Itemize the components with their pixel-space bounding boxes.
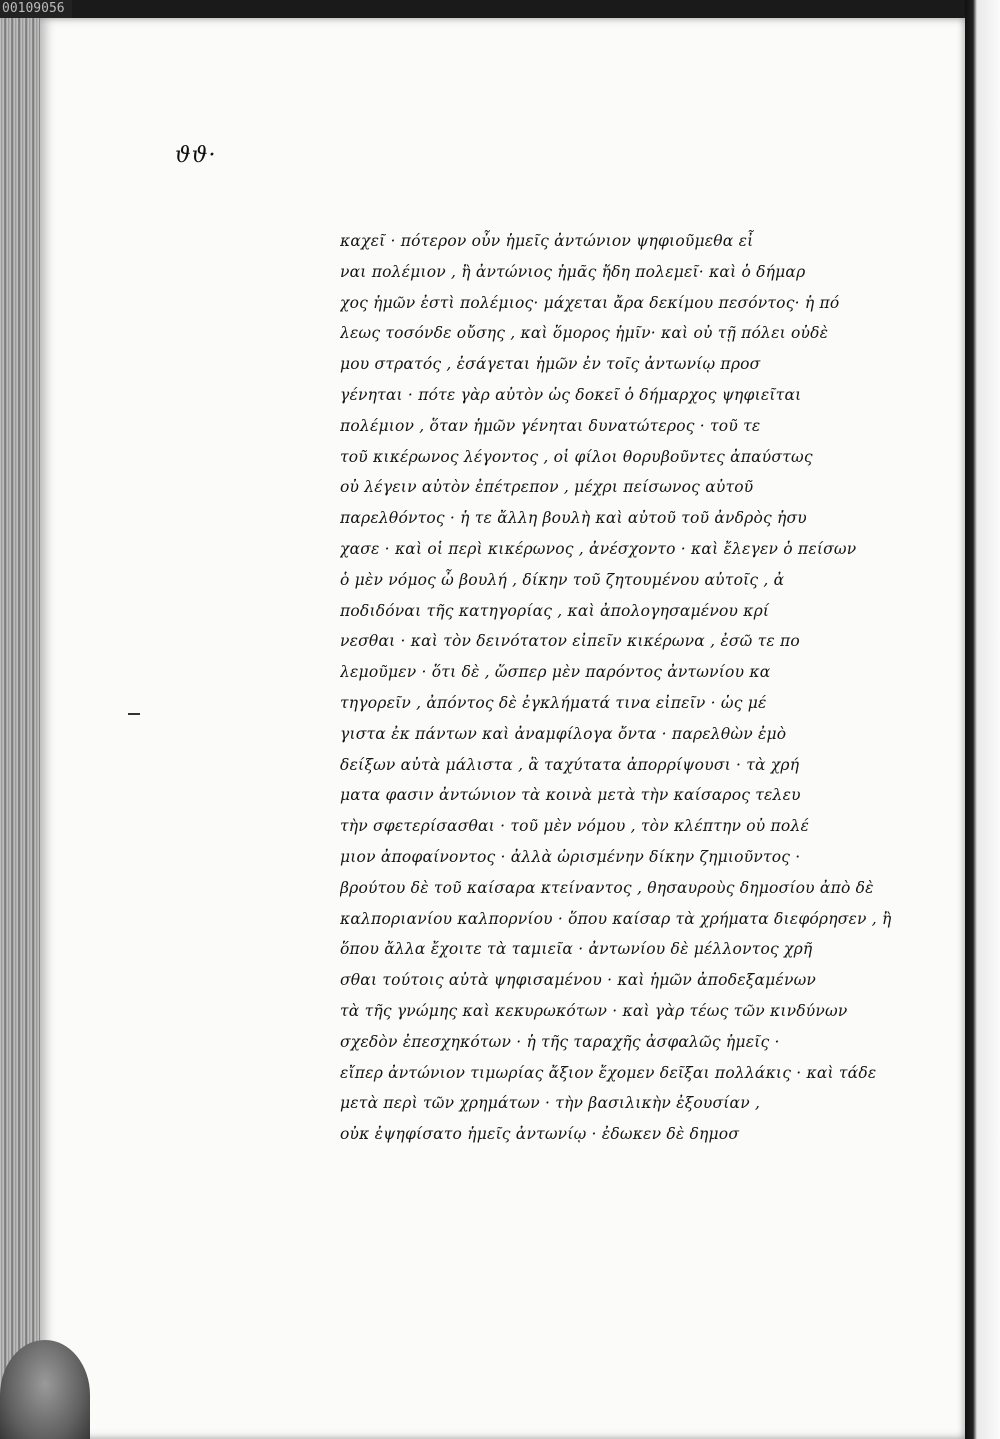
text-line: ματα φασιν ἀντώνιον τὰ κοινὰ μετὰ τὴν καίσαρος τελευ bbox=[340, 786, 801, 805]
text-line: λεμοῦμεν · ὅτι δὲ , ὥσπερ μὲν παρόντος ἀντωνίου κα bbox=[340, 663, 771, 682]
margin-mark bbox=[128, 713, 140, 715]
text-line: τὴν σφετερίσασθαι · τοῦ μὲν νόμου , τὸν κλέπτην οὐ πολέ bbox=[340, 817, 809, 836]
text-line: ὅπου ἄλλα ἔχοιτε τὰ ταμιεῖα · ἀντωνίου δὲ μέλλοντος χρῆ bbox=[340, 940, 813, 959]
manuscript-page bbox=[40, 18, 965, 1439]
text-line: ναι πολέμιον , ἢ ἀντώνιος ἡμᾶς ἤδη πολεμεῖ· καὶ ὁ δήμαρ bbox=[340, 262, 806, 281]
image-label: 00109056 bbox=[0, 0, 72, 18]
text-line: πολέμιον , ὅταν ἡμῶν γένηται δυνατώτερος · τοῦ τε bbox=[340, 416, 761, 435]
folio-number: ϑϑ· bbox=[175, 143, 217, 168]
text-line: σχεδὸν ἐπεσχηκότων · ἡ τῆς ταραχῆς ἀσφαλῶς ἡμεῖς · bbox=[340, 1032, 780, 1051]
text-line: τὰ τῆς γνώμης καὶ κεκυρωκότων · καὶ γὰρ τέως τῶν κινδύνων bbox=[340, 1001, 848, 1020]
text-line: γιστα ἐκ πάντων καὶ ἀναμφίλογα ὄντα · παρελθὼν ἐμὸ bbox=[340, 724, 787, 743]
text-line: οὐκ ἐψηφίσατο ἡμεῖς ἀντωνίῳ · ἐδωκεν δὲ δημοσ bbox=[340, 1125, 740, 1144]
text-line: καχεῖ · πότερον οὖν ἡμεῖς ἀντώνιον ψηφιοῦμεθα εἶ bbox=[340, 232, 754, 250]
binding-edge bbox=[965, 0, 1000, 1439]
text-line: χος ἡμῶν ἐστὶ πολέμιος· μάχεται ἄρα δεκίμου πεσόντος· ἡ πό bbox=[340, 293, 840, 312]
text-line: μετὰ περὶ τῶν χρημάτων · τὴν βασιλικὴν ἐξουσίαν , bbox=[340, 1094, 761, 1113]
thumb bbox=[0, 1340, 90, 1439]
text-line: τηγορεῖν , ἀπόντος δὲ ἐγκλήματά τινα εἰπεῖν · ὡς μέ bbox=[340, 693, 767, 712]
text-line: βρούτου δὲ τοῦ καίσαρα κτείναντος , θησαυροὺς δημοσίου ἀπὸ δὲ bbox=[340, 878, 874, 897]
text-block bbox=[340, 226, 960, 1150]
text-line: τοῦ κικέρωνος λέγοντος , οἱ φίλοι θορυβοῦντες ἀπαύστως bbox=[340, 447, 813, 466]
text-line: χασε · καὶ οἱ περὶ κικέρωνος , ἀνέσχοντο · καὶ ἔλεγεν ὁ πείσων bbox=[340, 539, 857, 558]
text-line: σθαι τούτοις αὐτὰ ψηφισαμένου · καὶ ἡμῶν ἀποδεξαμένων bbox=[340, 971, 817, 990]
text-line: δείξων αὐτὰ μάλιστα , ἃ ταχύτατα ἀπορρίψουσι · τὰ χρή bbox=[340, 755, 800, 774]
text-line: εἴπερ ἀντώνιον τιμωρίας ἄξιον ἔχομεν δεῖξαι πολλάκις · καὶ τάδε bbox=[340, 1063, 877, 1082]
text-line: μου στρατός , ἐσάγεται ἡμῶν ἐν τοῖς ἀντωνίῳ προσ bbox=[340, 355, 761, 374]
text-line: ποδιδόναι τῆς κατηγορίας , καὶ ἀπολογησαμένου κρί bbox=[340, 601, 770, 620]
text-line: ὁ μὲν νόμος ὦ βουλή , δίκην τοῦ ζητουμένου αὐτοῖς , ἀ bbox=[340, 570, 785, 589]
text-line: παρελθόντος · ἡ τε ἄλλη βουλὴ καὶ αὐτοῦ τοῦ ἀνδρὸς ἡσυ bbox=[340, 509, 807, 528]
text-line: καλποριανίου καλπορνίου · ὅπου καίσαρ τὰ χρήματα διεφόρησεν , ἢ bbox=[340, 909, 892, 928]
text-line: μιον ἀποφαίνοντος · ἀλλὰ ὡρισμένην δίκην ζημιοῦντος · bbox=[340, 847, 801, 866]
text-line: γένηται · πότε γὰρ αὐτὸν ὡς δοκεῖ ὁ δήμαρχος ψηφιεῖται bbox=[340, 385, 802, 404]
text-line: λεως τοσόνδε οὔσης , καὶ ὅμορος ἡμῖν· καὶ οὐ τῇ πόλει οὐδὲ bbox=[340, 324, 829, 343]
text-line: οὐ λέγειν αὐτὸν ἐπέτρεπον , μέχρι πείσωνος αὐτοῦ bbox=[340, 478, 754, 497]
page-stack-edge bbox=[0, 0, 40, 1439]
text-line: νεσθαι · καὶ τὸν δεινότατον εἰπεῖν κικέρωνα , ἐσῶ τε πο bbox=[340, 632, 800, 651]
